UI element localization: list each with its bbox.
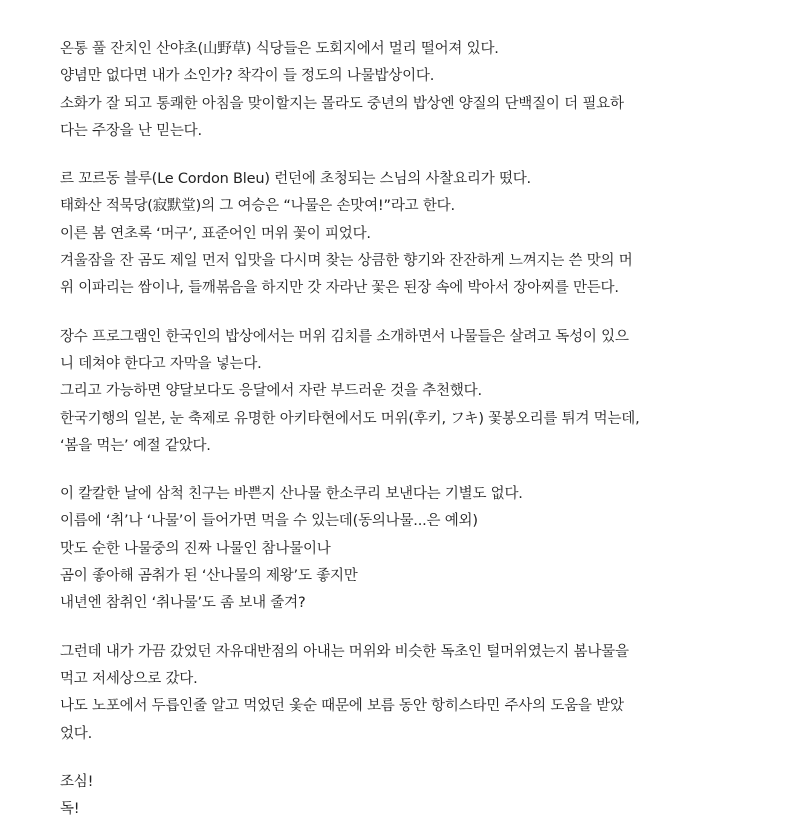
paragraph-2 bbox=[60, 166, 740, 302]
text-line: 태화산 적묵당(寂默堂)의 그 여승은 “나물은 손맛여!”라고 한다. bbox=[60, 198, 455, 215]
text-line: 온통 풀 잔치인 산야초(山野草) 식당들은 도회지에서 멀리 떨어져 있다. bbox=[60, 41, 499, 57]
text-line: 다는 주장을 난 믿는다. bbox=[60, 122, 202, 139]
text-line: 나도 노포에서 두릅인줄 알고 먹었던 옻순 때문에 보름 동안 항히스타민 주사의 도움을 받았 bbox=[60, 698, 624, 715]
paragraph-3 bbox=[60, 324, 740, 460]
text-line: 소화가 잘 되고 통쾌한 아침을 맞이할지는 몰라도 중년의 밥상엔 양질의 단백질이 더 필요하 bbox=[60, 95, 624, 112]
text-line: 그리고 가능하면 양달보다도 응달에서 자란 부드러운 것을 추천했다. bbox=[60, 383, 482, 400]
text-line: 르 꼬르동 블루(Le Cordon Bleu) 런던에 초청되는 스님의 사찰요리가 떴다. bbox=[60, 171, 531, 188]
text-line: 독! bbox=[60, 801, 80, 818]
text-line: 이른 봄 연초록 ‘머구’, 표준어인 머위 꽃이 피었다. bbox=[60, 225, 371, 242]
text-line: 내년엔 참취인 ‘취나물’도 좀 보내 줄겨? bbox=[60, 595, 306, 612]
paragraph-6 bbox=[60, 769, 740, 823]
text-line: 양념만 없다면 내가 소인가? 착각이 들 정도의 나물밥상이다. bbox=[60, 68, 435, 85]
text-line: 겨울잠을 잔 곰도 제일 먼저 입맛을 다시며 찾는 상큼한 향기와 잔잔하게 느껴지는 쓴 맛의 머 bbox=[60, 253, 633, 270]
text-line: 이름에 ‘취’나 ‘나물’이 들어가면 먹을 수 있는데(동의나물...은 예외) bbox=[60, 513, 478, 530]
text-line: 한국기행의 일본, 눈 축제로 유명한 아키타현에서도 머위(후키, フキ) 꽃봉오리를 튀겨 먹는데, bbox=[60, 410, 640, 427]
text-line: 맛도 순한 나물중의 진짜 나물인 참나물이나 bbox=[60, 540, 331, 557]
text-line: 위 이파리는 쌈이나, 들깨볶음을 하지만 갓 자라난 꽃은 된장 속에 박아서 장아찌를 만든다. bbox=[60, 280, 619, 297]
text-line: 었다. bbox=[60, 725, 93, 742]
paragraph-1 bbox=[60, 36, 740, 145]
article-body bbox=[60, 36, 740, 823]
paragraph-5 bbox=[60, 639, 740, 748]
text-line: 먹고 저세상으로 갔다. bbox=[60, 670, 198, 687]
text-line: 장수 프로그램인 한국인의 밥상에서는 머위 김치를 소개하면서 나물들은 살려고 독성이 있으 bbox=[60, 328, 629, 345]
paragraph-4 bbox=[60, 481, 740, 617]
text-line: 곰이 좋아해 곰취가 된 ‘산나물의 제왕’도 좋지만 bbox=[60, 568, 358, 585]
text-line: 그런데 내가 가끔 갔었던 자유대반점의 아내는 머위와 비슷한 독초인 털머위였는지 봄나물을 bbox=[60, 643, 629, 660]
text-line: 이 칼칼한 날에 삼척 친구는 바쁜지 산나물 한소쿠리 보낸다는 기별도 없다. bbox=[60, 486, 523, 503]
text-line: 조심! bbox=[60, 773, 94, 790]
text-line: ‘봄을 먹는’ 예절 같았다. bbox=[60, 437, 211, 454]
text-line: 니 데쳐야 한다고 자막을 넣는다. bbox=[60, 355, 262, 372]
